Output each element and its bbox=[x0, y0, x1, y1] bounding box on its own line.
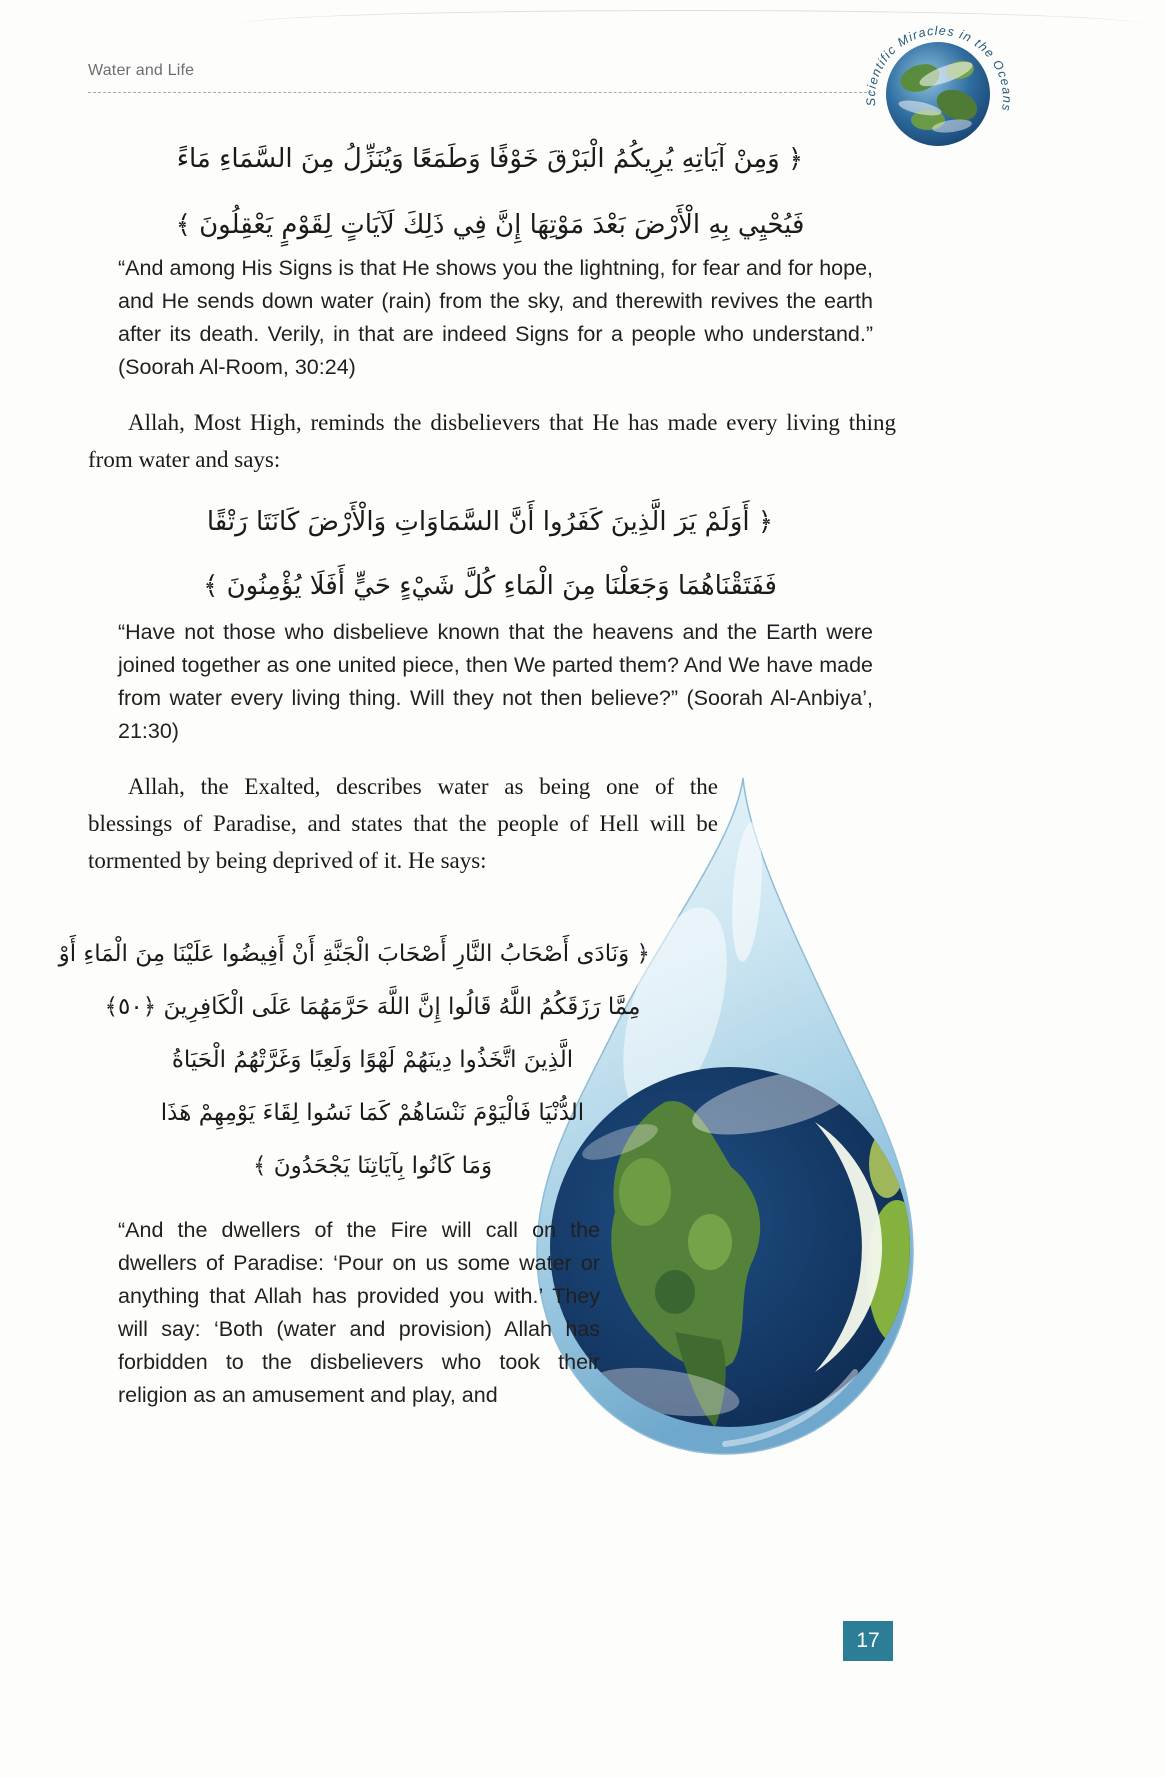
verse-line: فَيُحْيِي بِهِ الْأَرْضَ بَعْدَ مَوْتِهَا إِنَّ فِي ذَلِكَ لَآيَاتٍ لِقَوْمٍ يَعْقِلُونَ ﴾ bbox=[175, 210, 805, 240]
verse-line: الَّذِينَ اتَّخَذُوا دِينَهُمْ لَهْوًا وَلَعِبًا وَغَرَّتْهُمُ الْحَيَاةُ bbox=[171, 1047, 574, 1073]
narrative-paragraph-2: Allah, the Exalted, describes water as being one of the blessings of Paradise, and states that the people of Hell will be tormented by being deprived of it. He says: bbox=[88, 774, 718, 873]
verse-line: ﴿ وَمِنْ آيَاتِهِ يُرِيكُمُ الْبَرْقَ خَوْفًا وَطَمَعًا وَيُنَزِّلُ مِنَ السَّمَاءِ مَاءً bbox=[176, 144, 804, 174]
logo-curved-text: Scientific Miracles in the Oceans bbox=[863, 23, 1015, 113]
book-series-logo bbox=[860, 8, 1018, 166]
quran-verse-arabic-1 bbox=[110, 126, 870, 258]
verse-line: فَفَتَقْنَاهُمَا وَجَعَلْنَا مِنَ الْمَاءِ كُلَّ شَيْءٍ حَيٍّ أَفَلَا يُؤْمِنُونَ ﴾ bbox=[203, 571, 777, 601]
quran-verse-arabic-3 bbox=[58, 928, 650, 1193]
page-number: 17 bbox=[856, 1629, 880, 1652]
page-header-title: Water and Life bbox=[88, 62, 195, 79]
verse-line: ﴿ أَوَلَمْ يَرَ الَّذِينَ كَفَرُوا أَنَّ السَّمَاوَاتِ وَالْأَرْضَ كَانَتَا رَتْقًا bbox=[206, 507, 774, 537]
verse-line: ﴿ وَنَادَى أَصْحَابُ النَّارِ أَصْحَابَ الْجَنَّةِ أَنْ أَفِيضُوا عَلَيْنَا مِنَ الْمَاءِ أَوْ bbox=[58, 941, 650, 967]
verse-line: وَمَا كَانُوا بِآيَاتِنَا يَجْحَدُونَ ﴾ bbox=[252, 1153, 493, 1179]
translation-quote-3: “And the dwellers of the Fire will call on the dwellers of Paradise: ‘Pour on us some water or anything that Allah has provided you with.’ They will say: ‘Both (water and provision) Allah has forbidden to the disbelievers who took their religion as an amusement and play, and bbox=[118, 1218, 600, 1407]
translation-quote-2: “Have not those who disbelieve known that the heavens and the Earth were joined together as one united piece, then We parted them? And We have made from water every living thing. Will they not then believe?” (Soorah Al-Anbiya’, 21:30) bbox=[118, 620, 873, 743]
earth-logo-icon bbox=[860, 8, 1018, 166]
verse-line: الدُّنْيَا فَالْيَوْمَ نَنْسَاهُمْ كَمَا نَسُوا لِقَاءَ يَوْمِهِمْ هَذَا bbox=[160, 1100, 585, 1126]
translation-quote-1: “And among His Signs is that He shows you the lightning, for fear and for hope, and He sends down water (rain) from the sky, and therewith revives the earth after its death. Verily, in that are indeed Signs for a people who understand.” (Soorah Al-Room, 30:24) bbox=[118, 256, 873, 379]
quran-verse-arabic-2 bbox=[110, 490, 870, 618]
page-number-badge bbox=[843, 1621, 893, 1661]
narrative-paragraph-1: Allah, Most High, reminds the disbelievers that He has made every living thing from water and says: bbox=[88, 410, 896, 472]
header-divider bbox=[88, 92, 872, 93]
verse-line: مِمَّا رَزَقَكُمُ اللَّهُ قَالُوا إِنَّ اللَّهَ حَرَّمَهُمَا عَلَى الْكَافِرِينَ ﴿٥٠﴾ bbox=[104, 994, 641, 1020]
